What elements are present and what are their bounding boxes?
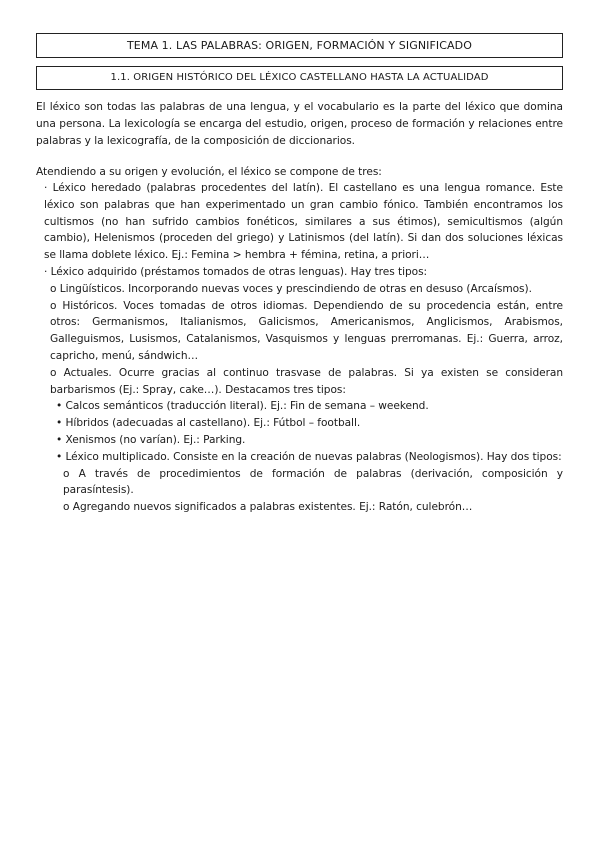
sublist-item-procedimientos: o A través de procedimientos de formación de palabras (derivación, composición y parasíntesis). xyxy=(63,467,563,497)
sublist-item-significados: o Agregando nuevos significados a palabras existentes. Ej.: Ratón, culebrón… xyxy=(63,501,473,514)
sublist-item-calcos: • Calcos semánticos (traducción literal). Ej.: Fin de semana – weekend. xyxy=(56,400,429,413)
content-list xyxy=(36,180,563,516)
sublist-item-actuales: o Actuales. Ocurre gracias al continuo trasvase de palabras. Si ya existen se consideran barbarismos (Ej.: Spray, cake…). Destacamos tres tipos: xyxy=(50,366,563,396)
list-item-heredado: · Léxico heredado (palabras procedentes del latín). El castellano es una lengua romance. Este léxico son palabras que han experimentado un gran cambio fónico. También encontramos los cultismos (no han sufrido cambios fonéticos, similares a sus étimos), semicultismos (algún cambio), Helenismos (proceden del griego) y Latinismos (del latín). Si dan dos soluciones léxicas se llama doblete léxico. Ej.: Femina > hembra + fémina, retina, a priori… xyxy=(44,182,563,262)
lead-paragraph: Atendiendo a su origen y evolución, el léxico se compone de tres: xyxy=(36,166,382,178)
list-item-adquirido: · Léxico adquirido (préstamos tomados de otras lenguas). Hay tres tipos: xyxy=(44,265,428,278)
sublist-item-xenismos: • Xenismos (no varían). Ej.: Parking. xyxy=(56,433,246,446)
sublist-item-linguisticos: o Lingüísticos. Incorporando nuevas voces y prescindiendo de otras en desuso (Arcaísmos). xyxy=(50,282,532,295)
sublist-item-hibridos: • Híbridos (adecuadas al castellano). Ej.: Fútbol – football. xyxy=(56,417,361,430)
list-item-multiplicado: • Léxico multiplicado. Consiste en la creación de nuevas palabras (Neologismos). Hay dos tipos: xyxy=(56,450,562,463)
intro-paragraph: El léxico son todas las palabras de una lengua, y el vocabulario es la parte del léxico que domina una persona. La lexicología se encarga del estudio, origen, proceso de formación y relaciones entre palabras y la lexicografía, de la composición de diccionarios. xyxy=(36,101,563,147)
section-title: 1.1. ORIGEN HISTÓRICO DEL LÉXICO CASTELLANO HASTA LA ACTUALIDAD xyxy=(36,66,563,90)
chapter-title: TEMA 1. LAS PALABRAS: ORIGEN, FORMACIÓN Y SIGNIFICADO xyxy=(36,33,563,58)
sublist-item-historicos: o Históricos. Voces tomadas de otros idiomas. Dependiendo de su procedencia están, entre otros: Germanismos, Italianismos, Galicismos, Americanismos, Anglicismos, Arabismos, Galleguismos, Lusismos, Catalanismos, Vasquismos y lenguas prerromanas. Ej.: Guerra, arroz, capricho, menú, sándwich… xyxy=(50,299,563,362)
